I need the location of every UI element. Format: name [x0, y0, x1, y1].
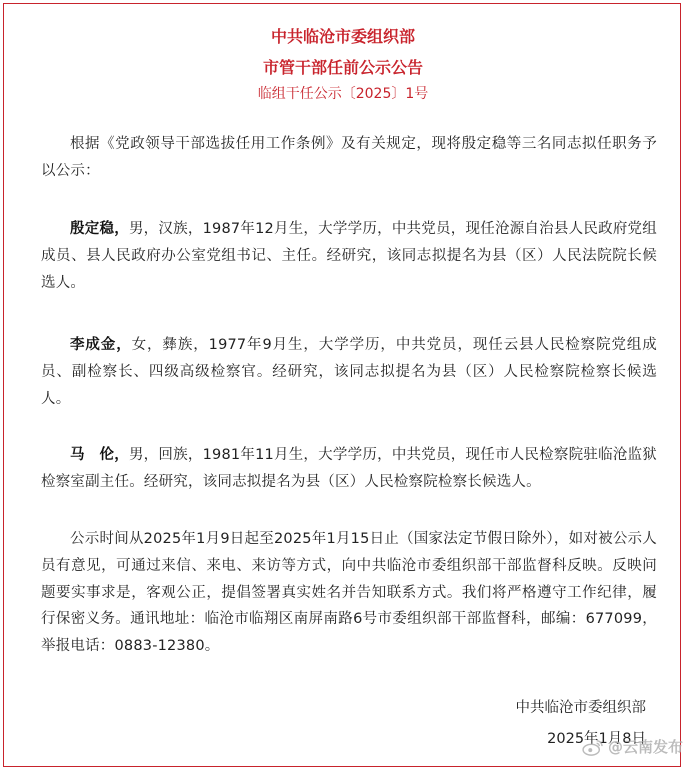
signature-date: 2025年1月8日 [547, 731, 646, 747]
candidate-paragraph [41, 442, 657, 496]
watermark [582, 736, 683, 757]
document-title: 市管干部任前公示公告 [262, 58, 423, 77]
candidate-bio: 女，彝族，1977年9月生，大学学历，中共党员，现任云县人民检察院党组成员、副检察长、四级高级检察官。经研究，该同志拟提名为县（区）人民检察院检察长候选人。 [41, 337, 657, 407]
document-number: 临组干任公示〔2025〕1号 [257, 86, 429, 102]
issuing-org-heading: 中共临沧市委组织部 [270, 27, 415, 46]
weibo-icon [582, 738, 604, 756]
intro-paragraph: 根据《党政领导干部选拔任用工作条例》及有关规定，现将殷定稳等三名同志拟任职务予以公示： [41, 136, 657, 179]
candidate-name: 马 伦， [70, 447, 129, 463]
signature-org: 中共临沧市委组织部 [515, 700, 646, 716]
candidate-bio: 男，回族，1981年11月生，大学学历，中共党员，现任市人民检察院驻临沧监狱检察室副主任。经研究，该同志拟提名为县（区）人民检察院检察长候选人。 [41, 447, 657, 490]
candidate-name: 李成金， [70, 337, 132, 353]
candidate-paragraph [41, 216, 657, 296]
candidate-paragraph [41, 332, 657, 412]
watermark-text: @云南发布 [608, 738, 684, 756]
notice-paragraph: 公示时间从2025年1月9日起至2025年1月15日止（国家法定节假日除外），如对被公示人员有意见，可通过来信、来电、来访等方式，向中共临沧市委组织部干部监督科反映。反映问题要实事求是，客观公正，提倡签署真实姓名并告知联系方式。我们将严格遵守工作纪律，履行保密义务。通讯地址：临沧市临翔区南屏南路6号市委组织部干部监督科，邮编：677099，举报电话：0883-12380。 [41, 531, 657, 655]
candidate-name: 殷定稳， [70, 221, 129, 237]
candidate-bio: 男，汉族，1987年12月生，大学学历，中共党员，现任沧源自治县人民政府党组成员、县人民政府办公室党组书记、主任。经研究，该同志拟提名为县（区）人民法院院长候选人。 [41, 221, 657, 291]
